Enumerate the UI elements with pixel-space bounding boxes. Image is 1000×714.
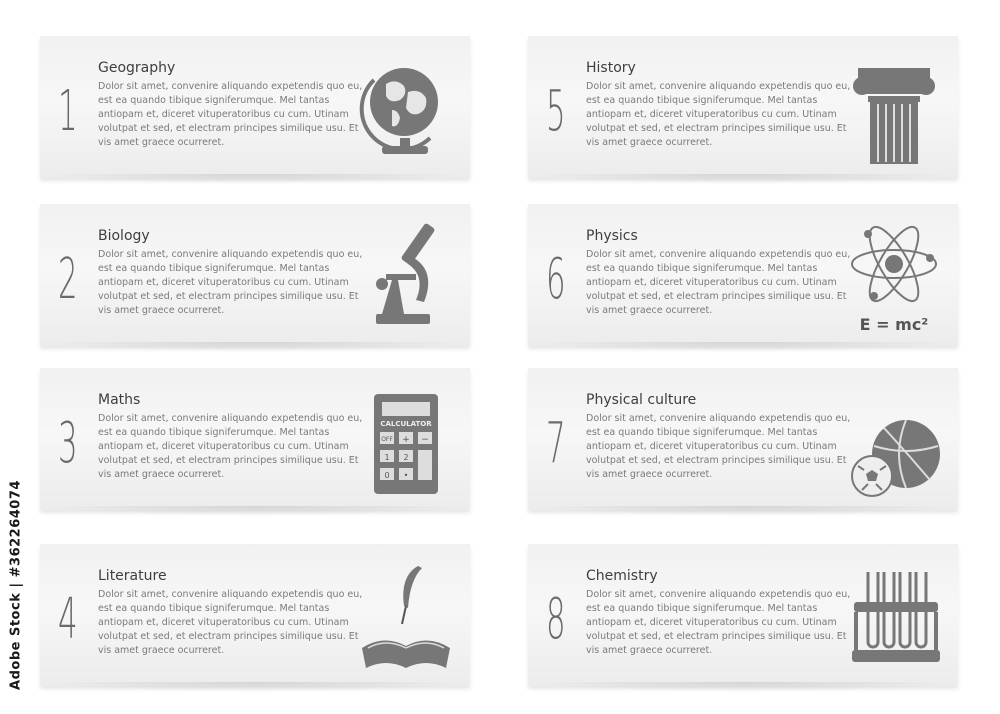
- card-physical-culture: [528, 368, 958, 510]
- calculator-icon: [356, 382, 456, 500]
- card-body: Dolor sit amet, convenire aliquando expetendis quo eu, est ea quando tibique signiferumque. Mel tantas antiopam et, diceret vituperatoribus cu cum. Utinam volutpat et sed, et electram principes similique usu. Et vis amet graece ocurreret.: [98, 589, 363, 656]
- card-title: Physical culture: [586, 392, 697, 408]
- microscope-icon: [356, 218, 456, 336]
- card-body: Dolor sit amet, convenire aliquando expetendis quo eu, est ea quando tibique signiferumque. Mel tantas antiopam et, diceret vituperatoribus cu cum. Utinam volutpat et sed, et electram principes similique usu. Et vis amet graece ocurreret.: [586, 249, 851, 316]
- card-number: 4: [58, 587, 78, 652]
- card-title: History: [586, 60, 636, 76]
- calc-key: 2: [403, 453, 409, 462]
- card-title: Chemistry: [586, 568, 658, 584]
- stock-id-text: Adobe Stock | #362264074: [8, 480, 24, 690]
- card-literature: [40, 544, 470, 686]
- card-number: 7: [546, 411, 566, 476]
- card-number: 6: [546, 247, 566, 312]
- card-number: 2: [58, 247, 78, 312]
- column-icon: [844, 50, 944, 168]
- card-body: Dolor sit amet, convenire aliquando expetendis quo eu, est ea quando tibique signiferumque. Mel tantas antiopam et, diceret vituperatoribus cu cum. Utinam volutpat et sed, et electram principes similique usu. Et vis amet graece ocurreret.: [586, 413, 851, 480]
- card-number: 8: [546, 587, 566, 652]
- card-number: 1: [58, 79, 78, 144]
- book-quill-icon: [356, 558, 456, 676]
- test-tubes-icon: [844, 558, 944, 676]
- card-title: Maths: [98, 392, 141, 408]
- card-title: Biology: [98, 228, 150, 244]
- card-body: Dolor sit amet, convenire aliquando expetendis quo eu, est ea quando tibique signiferumque. Mel tantas antiopam et, diceret vituperatoribus cu cum. Utinam volutpat et sed, et electram principes similique usu. Et vis amet graece ocurreret.: [586, 589, 851, 656]
- atom-icon: [844, 218, 944, 336]
- card-chemistry: [528, 544, 958, 686]
- calc-key: 0: [384, 471, 390, 480]
- card-number: 5: [546, 79, 566, 144]
- calc-key: OFF: [381, 436, 393, 443]
- balls-icon: [844, 382, 944, 500]
- card-title: Literature: [98, 568, 167, 584]
- calc-key: −: [421, 435, 429, 445]
- card-body: Dolor sit amet, convenire aliquando expetendis quo eu, est ea quando tibique signiferumque. Mel tantas antiopam et, diceret vituperatoribus cu cum. Utinam volutpat et sed, et electram principes similique usu. Et vis amet graece ocurreret.: [98, 249, 363, 316]
- stock-watermark-label: [6, 470, 26, 700]
- calc-key: +: [402, 435, 410, 445]
- card-history: [528, 36, 958, 178]
- card-physics: [528, 204, 958, 346]
- card-number: 3: [58, 411, 78, 476]
- card-body: Dolor sit amet, convenire aliquando expetendis quo eu, est ea quando tibique signiferumque. Mel tantas antiopam et, diceret vituperatoribus cu cum. Utinam volutpat et sed, et electram principes similique usu. Et vis amet graece ocurreret.: [586, 81, 851, 148]
- card-maths: [40, 368, 470, 510]
- calc-key: 1: [384, 453, 390, 462]
- globe-icon: [356, 50, 456, 168]
- card-geography: [40, 36, 470, 178]
- formula-text: E = mc²: [859, 315, 929, 334]
- card-title: Geography: [98, 60, 176, 76]
- card-title: Physics: [586, 228, 638, 244]
- card-biology: [40, 204, 470, 346]
- calc-key: •: [403, 471, 409, 480]
- card-body: Dolor sit amet, convenire aliquando expetendis quo eu, est ea quando tibique signiferumque. Mel tantas antiopam et, diceret vituperatoribus cu cum. Utinam volutpat et sed, et electram principes similique usu. Et vis amet graece ocurreret.: [98, 413, 363, 480]
- card-body: Dolor sit amet, convenire aliquando expetendis quo eu, est ea quando tibique signiferumque. Mel tantas antiopam et, diceret vituperatoribus cu cum. Utinam volutpat et sed, et electram principes similique usu. Et vis amet graece ocurreret.: [98, 81, 363, 148]
- calculator-label: CALCULATOR: [380, 420, 432, 428]
